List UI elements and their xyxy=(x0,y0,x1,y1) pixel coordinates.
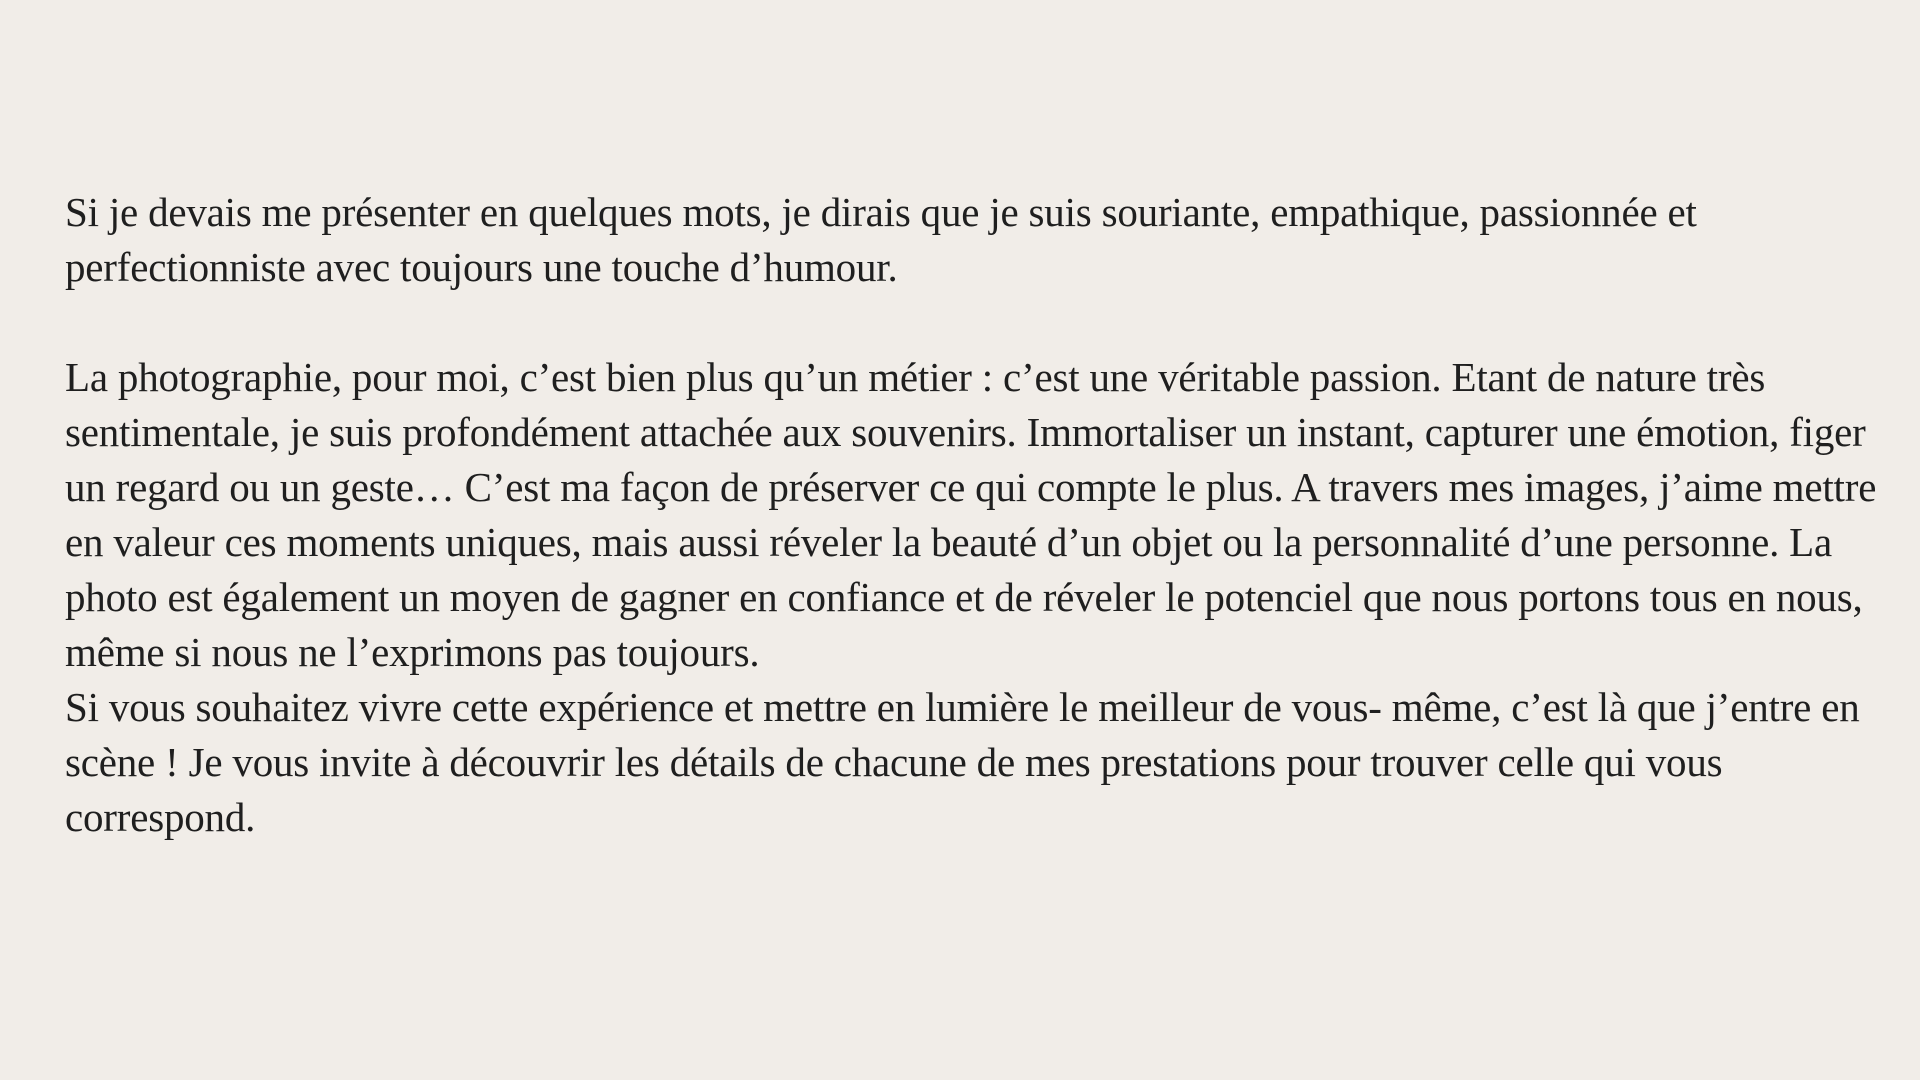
paragraph-spacer xyxy=(65,295,1885,350)
invitation-paragraph: Si vous souhaitez vivre cette expérience et mettre en lumière le meilleur de vous- même, c’est là que j’entre en scène ! Je vous invite à découvrir les détails de chacune de mes prestations pour trouver celle qui vous correspond. xyxy=(65,684,1860,840)
about-text-block xyxy=(65,185,1885,845)
intro-paragraph: Si je devais me présenter en quelques mots, je dirais que je suis souriante, empathique, passionnée et perfectionniste avec toujours une touche d’humour. xyxy=(65,189,1697,290)
passion-paragraph: La photographie, pour moi, c’est bien plus qu’un métier : c’est une véritable passion. Etant de nature très sentimentale, je suis profondément attachée aux souvenirs. Immortaliser un instant, capturer une émotion, figer un regard ou un geste… C’est ma façon de préserver ce qui compte le plus. A travers mes images, j’aime mettre en valeur ces moments uniques, mais aussi réveler la beauté d’un objet ou la personnalité d’une personne. La photo est également un moyen de gagner en confiance et de réveler le potenciel que nous portons tous en nous, même si nous ne l’exprimons pas toujours. xyxy=(65,354,1877,675)
